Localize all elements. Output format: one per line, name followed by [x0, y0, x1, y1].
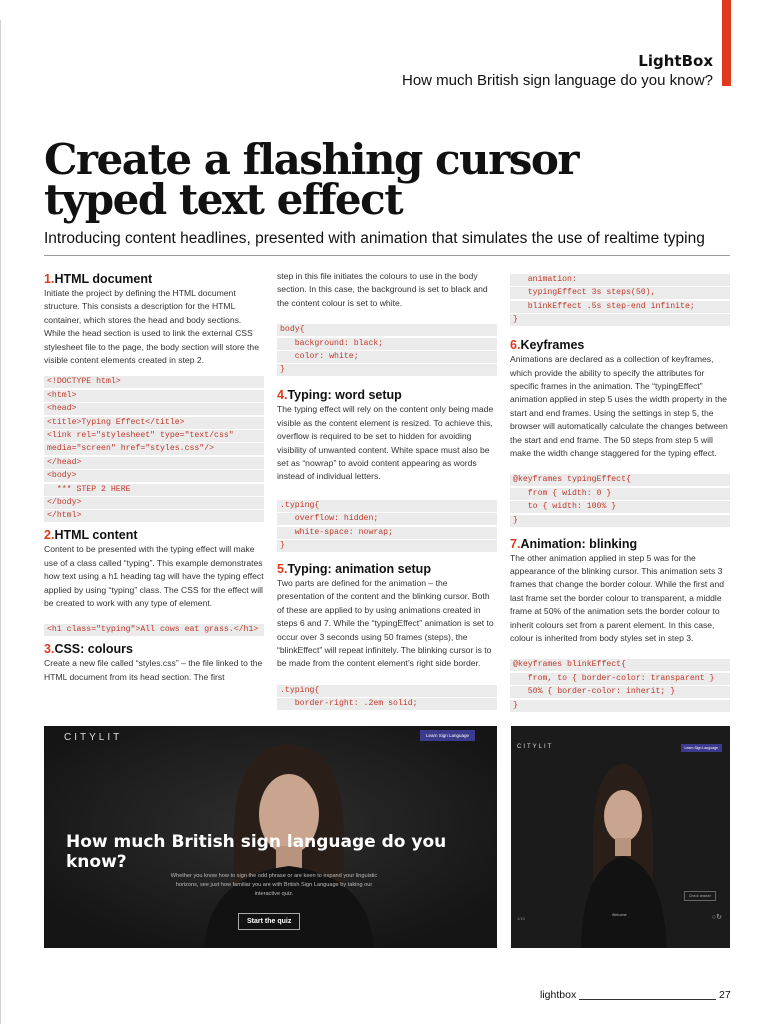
welcome-label: Welcome [612, 913, 627, 917]
column-1 [44, 270, 264, 684]
title-line-1: Create a flashing cursor [44, 135, 578, 184]
step-4-body: The typing effect will rely on the content only being made visible as the content element is resized. To achieve this, overflow is required to be set to hidden for avoiding visibility of unwanted content. White space must also be set as “nowrap” to avoid content appearing as words instead of individual letters. [277, 404, 494, 482]
brand-logo: CITYLIT [64, 732, 123, 743]
replay-icon[interactable]: ○↻ [711, 914, 722, 921]
title-line-2: typed text effect [44, 175, 403, 224]
footer-magazine-name: lightbox [540, 989, 577, 1001]
section-tab-marker [722, 0, 731, 86]
step-7-heading: 7.Animation: blinking [510, 536, 638, 551]
hero-headline: How much British sign language do you know? [66, 832, 447, 872]
step-4-heading: 4.Typing: word setup [277, 388, 402, 403]
brand-logo-2: CITYLIT [517, 744, 554, 750]
step-3-body-part1: Create a new file called “styles.css” – the file linked to the HTML document from its head section. The first [44, 658, 263, 682]
step-3-code: body{ background: black; color: white; } [277, 324, 497, 376]
footer-rule [579, 999, 716, 1000]
step-1-code: <!DOCTYPE html> <html> <head> <title>Typing Effect</title> <link rel="stylesheet" type="text/css" media="screen" href="styles.css"/> </head> <body> *** STEP 2 HERE </body> </html> [44, 376, 264, 522]
step-2-heading: 2.HTML content [44, 528, 138, 543]
step-5-code-part2: animation: typingEffect 3s steps(50), blinkEffect .5s step-end infinite; } [510, 274, 730, 326]
section-subtitle: How much British sign language do you know? [401, 72, 713, 89]
step-2-code: <h1 class="typing">All cows eat grass.</h1> [44, 624, 264, 636]
check-answer-button[interactable]: Check answer [684, 891, 716, 901]
step-1-body: Initiate the project by defining the HTML document structure. This consists a description for the HTML container, which stores the head and body sections. While the head section is used to link the external CSS stylesheet file to the page, the body section will store the visible content elements created in step 2. [44, 288, 259, 366]
desktop-screenshot [44, 726, 497, 948]
step-3-body-part2: step in this file initiates the colours to use in the body section. In this case, the background is set to black and the content colour is set to white. [277, 271, 488, 308]
step-4-code: .typing{ overflow: hidden; white-space: nowrap; } [277, 500, 497, 552]
section-name: LightBox [638, 52, 713, 70]
step-7-code: @keyframes blinkEffect{ from, to { border-color: transparent } 50% { border-color: inherit; } } [510, 659, 730, 711]
start-quiz-button[interactable]: Start the quiz [238, 913, 300, 930]
learn-sign-language-button-2[interactable]: Learn Sign Language [681, 744, 722, 752]
step-5-body: Two parts are defined for the animation – the presentation of the content and the blinking cursor. Both of these are applied to by using animations created in steps 6 and 7. While the “typingEffect” animation is set to occur over 3 seconds using 50 frames (steps), the “blinkEffect” will repeat infinitely. The blinking cursor is to be made from the content element’s right side border. [277, 578, 494, 669]
step-5-code-part1: .typing{ border-right: .2em solid; [277, 685, 497, 710]
step-6-code: @keyframes typingEffect{ from { width: 0 } to { width: 100% } } [510, 474, 730, 526]
step-6-heading: 6.Keyframes [510, 338, 585, 353]
page-number: 27 [719, 989, 731, 1001]
step-1-heading: 1.HTML document [44, 272, 153, 286]
standfirst: Introducing content headlines, presented with animation that simulates the use of realtime typing [44, 230, 705, 247]
step-2-body: Content to be presented with the typing effect will make use of a class called “typing”. This example demonstrates how text using a h1 heading tag will have the typing effect applied by using “typing” class. The CSS for the effect will be created to work with any type of element. [44, 544, 264, 608]
step-6-body: Animations are declared as a collection of keyframes, which provide the ability to specify the attributes for specific frames in the animation. The “typingEffect” animation applied in step 5 uses the width property in the start and end frames. Using the settings in step 5, the browser will automatically calculate the changes between the start and end frame. The 50 steps from step 5 will make the width change staggered for the typing effect. [510, 354, 728, 459]
title-divider [44, 255, 730, 256]
step-5-heading: 5.Typing: animation setup [277, 562, 431, 576]
quiz-screenshot [511, 726, 730, 948]
step-7-body: The other animation applied in step 5 was for the appearance of the blinking cursor. This animation sets 3 frames that change the border colour. While the first and last frame set the border colour to transparent, a middle frame at 50% of the animation sets the border colour to inherit colours set from a parent element. In this case, colour is inherited from body styles set in step 3. [510, 552, 725, 644]
learn-sign-language-button[interactable]: Learn Sign Language [420, 730, 475, 741]
question-counter: 1/15 [517, 916, 525, 921]
column-2 [277, 270, 497, 716]
page-gutter-line [0, 20, 1, 1024]
step-3-heading: 3.CSS: colours [44, 642, 133, 657]
column-3 [510, 270, 730, 718]
article-title [44, 135, 724, 224]
hero-copy: Whether you know how to sign the odd phrase or are keen to expand your linguistic horizons, see just how familiar you are with British Sign Language by taking our interactive quiz. [170, 873, 378, 897]
